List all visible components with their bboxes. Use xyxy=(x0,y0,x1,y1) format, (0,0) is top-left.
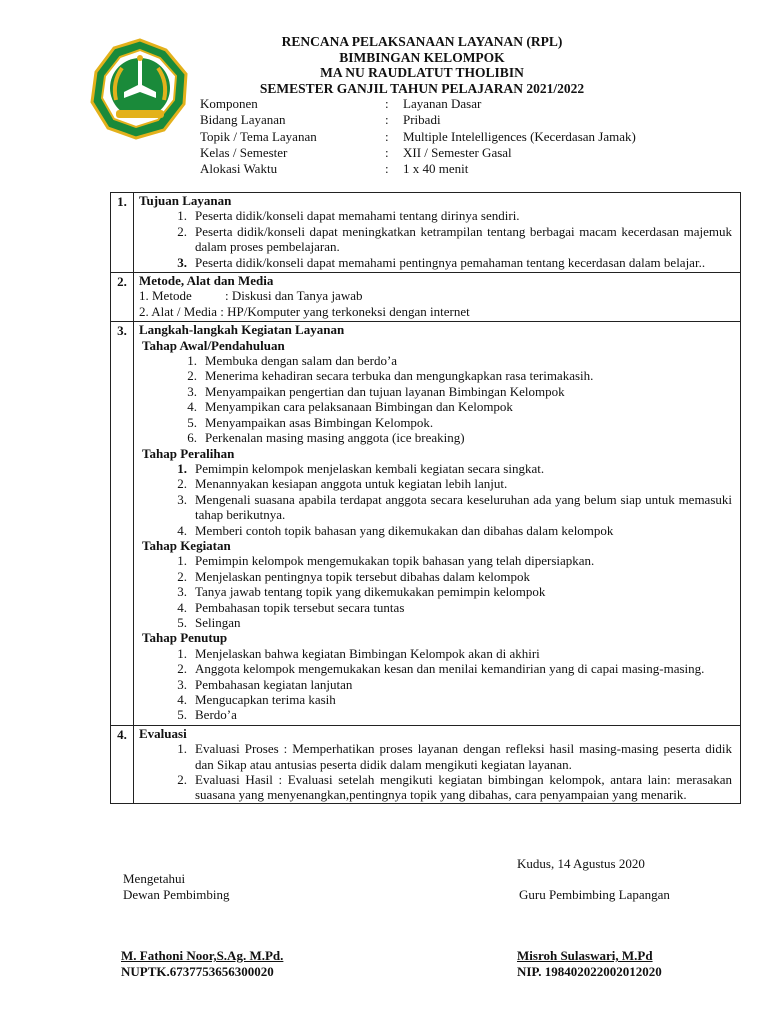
list-item: 1. Pemimpin kelompok mengemukakan topik bahasan yang telah dipersiapkan. xyxy=(177,553,595,569)
list-item: 2. Anggota kelompok mengemukakan kesan dan menilai kemandirian yang di capai masing-masing. xyxy=(177,661,705,677)
section-title: Tujuan Layanan xyxy=(139,193,232,208)
meta-row: Kelas / Semester : XII / Semester Gasal xyxy=(200,144,512,160)
section-title: Langkah-langkah Kegiatan Layanan xyxy=(139,322,345,338)
list-item: 3. Tanya jawab tentang topik yang dikemukakan pemimpin kelompok xyxy=(177,584,546,600)
document-subtitle: BIMBINGAN KELOMPOK xyxy=(339,49,505,65)
list-item: 3. Peserta didik/konseli dapat memahami pentingnya pemahaman tentang kecerdasan dalam belajar.. xyxy=(177,254,706,270)
meta-value: Multiple Intelelligences (Kecerdasan Jamak) xyxy=(403,128,636,144)
section-metode xyxy=(111,273,741,322)
meta-key: Topik / Tema Layanan xyxy=(200,128,317,144)
meta-info xyxy=(200,96,636,177)
list-item: 1. Peserta didik/konseli dapat memahami tentang dirinya sendiri. xyxy=(177,208,520,224)
tujuan-list xyxy=(165,208,732,270)
list-item: 2. Evaluasi Hasil : Evaluasi setelah mengikuti kegiatan bimbingan kelompok, antara lain: merasakan suasana yang menyenangkan,pentingnya topik yang dibahas, cara penyampaian yang menarik. xyxy=(177,772,732,803)
list-item: 4. Memberi contoh topik bahasan yang dikemukakan dan dibahas dalam kelompok xyxy=(177,522,614,538)
meta-key: Komponen xyxy=(200,96,258,111)
stage-title-peralihan: Tahap Peralihan xyxy=(142,445,235,461)
list-item: 3. Menyampaikan pengertian dan tujuan layanan Bimbingan Kelompok xyxy=(187,383,565,399)
meta-row: Topik / Tema Layanan : Multiple Intelelligences (Kecerdasan Jamak) xyxy=(200,128,636,144)
signature-left-block xyxy=(121,948,283,980)
right-signatory-id: NIP. 198402022002012020 xyxy=(517,964,662,979)
document-title: RENCANA PELAKSANAAN LAYANAN (RPL) xyxy=(281,34,563,49)
section-number: 4. xyxy=(111,725,134,803)
list-item: 2. Peserta didik/konseli dapat meningkatkan ketrampilan tentang berbagai macam kecerdasan majemuk dalam proses pembelajaran. xyxy=(177,223,732,255)
left-signatory-name: M. Fathoni Noor,S.Ag. M.Pd. xyxy=(121,948,284,963)
stage-title-kegiatan: Tahap Kegiatan xyxy=(142,537,231,553)
place-date: Kudus, 14 Agustus 2020 xyxy=(517,856,645,871)
signature-left-label: Mengetahui Dewan Pembimbing xyxy=(123,871,230,902)
meta-value: Layanan Dasar xyxy=(403,96,482,111)
meta-row: Bidang Layanan : Pribadi xyxy=(200,112,441,128)
meta-key: Kelas / Semester xyxy=(200,144,288,160)
list-item: 4. Menyampikan cara pelaksanaan Bimbingan dan Kelompok xyxy=(187,399,513,415)
meta-row: Alokasi Waktu : 1 x 40 menit xyxy=(200,161,469,177)
meta-key: Alokasi Waktu xyxy=(200,161,278,177)
list-item: 3. Pembahasan kegiatan lanjutan xyxy=(177,676,353,692)
list-item: 2. Menjelaskan pentingnya topik tersebut dibahas dalam kelompok xyxy=(177,568,531,584)
list-item: 1. Evaluasi Proses : Memperhatikan proses layanan dengan refleksi hasil masing-masing peserta didik dan Sikap atau antusias peserta didik dalam mengikuti kegiatan layanan. xyxy=(177,741,732,772)
rpl-table xyxy=(110,192,741,804)
list-item: 5. Menyampaikan asas Bimbingan Kelompok. xyxy=(187,414,434,430)
section-langkah xyxy=(111,322,741,726)
list-item: 1. Menjelaskan bahwa kegiatan Bimbingan Kelompok akan di akhiri xyxy=(177,645,540,661)
list-item: 1. Membuka dengan salam dan berdo’a xyxy=(187,353,398,369)
signature-right-label: Guru Pembimbing Lapangan xyxy=(519,887,670,902)
section-tujuan xyxy=(111,193,741,273)
list-item: 4. Pembahasan topik tersebut secara tuntas xyxy=(177,599,405,615)
list-item: 1. Pemimpin kelompok menjelaskan kembali kegiatan secara singkat. xyxy=(177,460,545,476)
section-title: Evaluasi xyxy=(139,725,187,741)
left-signatory-id: NUPTK.6737753656300020 xyxy=(121,964,274,979)
stage-title-penutup: Tahap Penutup xyxy=(142,630,228,646)
penutup-list xyxy=(165,646,732,723)
list-item: 5. Berdo’a xyxy=(177,707,237,723)
peralihan-list xyxy=(165,461,732,538)
section-title: Metode, Alat dan Media xyxy=(139,273,274,289)
alat-media-line: 2. Alat / Media : HP/Komputer yang terkoneksi dengan internet xyxy=(139,303,470,319)
section-evaluasi xyxy=(111,725,741,803)
meta-value: 1 x 40 menit xyxy=(403,161,469,177)
section-number: 3. xyxy=(111,322,134,726)
semester-line: SEMESTER GANJIL TAHUN PELAJARAN 2021/2022 xyxy=(259,80,585,96)
meta-row: Komponen : Layanan Dasar xyxy=(200,96,482,111)
signature-right-block xyxy=(517,948,662,980)
awal-list xyxy=(175,353,732,445)
evaluasi-list xyxy=(165,741,732,803)
list-item: 5. Selingan xyxy=(177,614,241,630)
meta-value: XII / Semester Gasal xyxy=(403,144,512,160)
list-item: 2. Menannyakan kesiapan anggota untuk kegiatan lebih lanjut. xyxy=(177,476,508,492)
school-name: MA NU RAUDLATUT THOLIBIN xyxy=(320,65,524,80)
kegiatan-list xyxy=(165,553,732,630)
metode-line: 1. Metode : Diskusi dan Tanya jawab xyxy=(139,288,363,304)
right-signatory-name: Misroh Sulaswari, M.Pd xyxy=(517,948,653,963)
list-item: 3. Mengenali suasana apabila terdapat anggota secara keseluruhan ada yang belum siap untuk memasuki tahap berikutnya. xyxy=(177,491,732,523)
meta-value: Pribadi xyxy=(403,112,441,128)
list-item: 2. Menerima kehadiran secara terbuka dan mengungkapkan rasa terimakasih. xyxy=(187,368,594,384)
stage-title-awal: Tahap Awal/Pendahuluan xyxy=(142,337,285,353)
section-number: 1. xyxy=(111,193,134,273)
list-item: 4. Mengucapkan terima kasih xyxy=(177,692,336,707)
section-number: 2. xyxy=(111,273,134,322)
list-item: 6. Perkenalan masing masing anggota (ice breaking) xyxy=(187,430,465,446)
meta-key: Bidang Layanan xyxy=(200,112,286,128)
document-title-block xyxy=(0,34,768,96)
